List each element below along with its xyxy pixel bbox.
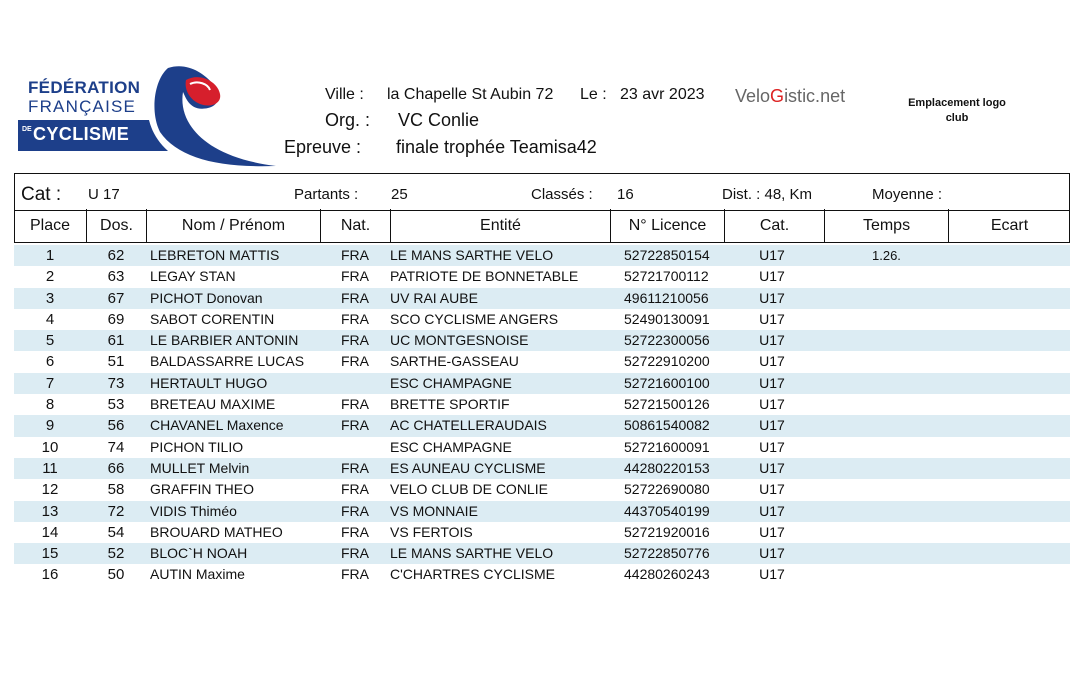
table-row [14,543,1070,564]
cell-nat: FRA [341,247,369,263]
moyenne-label: Moyenne : [872,186,943,203]
cell-cat: U17 [759,332,785,349]
cell-licence: 52722850776 [624,545,710,562]
cell-dos: 54 [107,523,125,541]
table-row [14,564,1070,585]
epreuve-value: finale trophée Teamisa42 [396,137,597,157]
cell-entite: AC CHATELLERAUDAIS [390,417,547,434]
cell-place: 2 [45,268,55,286]
cell-nat: FRA [341,502,369,519]
cell-temps [824,309,998,330]
cell-entite: UC MONTGESNOISE [390,332,529,349]
cell-dos: 56 [107,417,125,435]
column-headers [14,209,1070,243]
cell-dos: 74 [107,438,125,456]
cell-licence: 44280260243 [624,566,710,583]
distance: Dist. : 48, Km [722,186,813,203]
cell-temps [824,373,998,394]
cell-nom: PICHOT Donovan [150,289,263,306]
cell-nom: VIDIS Thiméo [150,502,237,519]
cell-licence: 44370540199 [624,502,710,519]
cell-entite: VS FERTOIS [390,523,473,540]
cell-nat [320,373,390,394]
cell-dos: 53 [107,396,125,414]
cell-cat: U17 [759,289,785,306]
table-row [14,288,1070,309]
cell-temps [824,330,998,351]
cell-temps: 1.26. [872,248,901,263]
cell-nom: MULLET Melvin [150,459,250,476]
cell-cat: U17 [759,459,785,476]
cell-place: 12 [41,481,59,499]
cell-cat: U17 [759,353,785,370]
classes-label: Classés : [531,186,593,203]
cell-dos: 50 [107,566,125,584]
cell-temps [824,522,998,543]
cell-entite: VS MONNAIE [390,502,478,519]
cell-nom: BROUARD MATHEO [150,523,283,540]
cell-cat: U17 [759,417,785,434]
table-row [14,437,1070,458]
cell-place: 10 [41,438,59,456]
cell-nat: FRA [341,545,369,562]
cell-place: 6 [45,353,55,371]
cell-cat: U17 [759,438,785,455]
cell-temps [824,415,998,436]
cell-place: 4 [45,310,55,328]
cell-licence: 49611210056 [624,289,709,306]
table-row [14,394,1070,415]
cell-dos: 51 [107,353,125,371]
cell-licence: 52721600091 [624,438,710,455]
logo-band [18,120,146,151]
cell-nat: FRA [341,523,369,540]
table-row [14,309,1070,330]
cell-temps [824,351,998,372]
cell-licence: 52722300056 [624,332,710,349]
classes-value: 16 [617,186,634,203]
col-header-dos: Dos. [86,209,146,243]
cell-dos: 66 [107,459,125,477]
cell-dos: 52 [107,545,125,563]
cell-nat: FRA [341,332,369,349]
cell-licence: 52721700112 [624,268,709,285]
cat-value: U 17 [88,186,120,203]
cell-nat [320,437,390,458]
table-row [14,351,1070,372]
ville-label: Ville : [325,86,364,103]
cell-place: 16 [41,566,59,584]
ffc-logo [18,62,280,170]
table-row [14,458,1070,479]
col-header-entite: Entité [390,209,610,243]
cell-entite: SCO CYCLISME ANGERS [390,310,559,327]
velogistic-brand [735,86,845,107]
cell-nom: AUTIN Maxime [150,566,245,583]
logo-de: DE [22,126,32,133]
cell-cat: U17 [759,545,785,562]
cell-licence: 52722690080 [624,481,710,498]
cell-entite: C'CHARTRES CYCLISME [390,566,555,583]
col-header-nom: Nom / Prénom [146,209,320,243]
cell-dos: 63 [107,268,125,286]
club-logo-placeholder: Emplacement logo club [908,97,1006,124]
cell-nom: HERTAULT HUGO [150,374,268,391]
cell-temps [824,266,998,287]
partants-label: Partants : [294,186,359,203]
cell-cat: U17 [759,523,785,540]
cell-temps [824,394,998,415]
cell-nom: GRAFFIN THEO [150,481,254,498]
cell-nom: LE BARBIER ANTONIN [150,332,299,349]
table-row [14,266,1070,287]
cell-place: 7 [45,374,55,392]
cell-place: 11 [42,459,58,477]
cell-place: 9 [45,417,55,435]
cell-cat: U17 [759,502,785,519]
cell-nat: FRA [341,459,369,476]
cell-entite: BRETTE SPORTIF [390,396,510,413]
brand-part-g: G [770,86,785,106]
results-table [14,245,1070,586]
cell-entite: VELO CLUB DE CONLIE [390,481,548,498]
cell-licence: 44280220153 [624,459,710,476]
cell-place: 15 [41,545,59,563]
col-header-nat: Nat. [320,209,390,243]
cell-place: 8 [45,396,55,414]
cell-licence: 52721500126 [624,396,710,413]
partants-value: 25 [391,186,408,203]
cell-nat: FRA [341,310,369,327]
cell-temps [824,458,998,479]
cell-nom: BLOC`H NOAH [150,545,248,562]
cell-licence: 52721920016 [624,523,710,540]
cell-nom: SABOT CORENTIN [150,310,275,327]
col-header-ecart: Ecart [948,209,1070,243]
cell-entite: ESC CHAMPAGNE [390,374,512,391]
cell-entite: LE MANS SARTHE VELO [390,545,554,562]
cat-label: Cat : [21,184,62,205]
cell-nat: FRA [341,396,369,413]
cell-dos: 69 [107,310,125,328]
cell-place: 13 [41,502,59,520]
cell-dos: 72 [107,502,125,520]
table-row [14,373,1070,394]
org-label: Org. : [325,110,371,130]
brand-part-b: istic.net [784,86,846,106]
cell-temps [824,501,998,522]
logo-line-francaise: FRANÇAISE [28,97,137,116]
logo-line-federation: FÉDÉRATION [28,78,141,97]
cell-place: 5 [45,332,55,350]
cell-cat: U17 [759,481,785,498]
cell-nat: FRA [341,566,369,583]
epreuve-label: Epreuve : [284,137,362,157]
cell-cat: U17 [759,396,785,413]
table-row [14,501,1070,522]
cell-place: 14 [41,523,59,541]
date-value: 23 avr 2023 [620,86,705,103]
cell-temps [824,564,998,585]
cell-dos: 62 [107,247,125,264]
cell-cat: U17 [759,310,785,327]
table-row [14,330,1070,351]
cell-cat: U17 [759,247,785,263]
cell-licence: 52722850154 [624,247,710,263]
cell-temps [824,437,998,458]
table-row [14,522,1070,543]
col-header-licence: N° Licence [610,209,724,243]
cell-licence: 52722910200 [624,353,710,370]
cell-temps [824,543,998,564]
cell-temps [824,479,998,500]
cell-dos: 73 [107,374,125,392]
cell-nat: FRA [341,417,369,434]
cell-nom: BALDASSARRE LUCAS [150,353,305,370]
table-row [14,245,1070,266]
logo-line-cyclisme: CYCLISME [33,124,130,144]
table-row [14,415,1070,436]
cell-nat: FRA [341,289,369,306]
cell-place: 1 [45,247,55,264]
table-row [14,479,1070,500]
cell-dos: 58 [107,481,125,499]
cell-nat: FRA [341,353,369,370]
cell-entite: ES AUNEAU CYCLISME [390,459,546,476]
cell-nom: LEGAY STAN [150,268,236,285]
cell-dos: 67 [107,289,125,307]
cell-place: 3 [45,289,55,307]
cell-nat: FRA [341,268,369,285]
cell-entite: PATRIOTE DE BONNETABLE [390,268,579,285]
brand-part-a: Velo [735,86,771,106]
cell-cat: U17 [759,374,785,391]
cell-entite: ESC CHAMPAGNE [390,438,512,455]
cell-entite: SARTHE-GASSEAU [390,353,519,370]
cell-entite: LE MANS SARTHE VELO [390,247,554,263]
date-label: Le : [580,86,607,103]
cell-nat: FRA [341,481,369,498]
cell-cat: U17 [759,268,785,285]
cell-nom: CHAVANEL Maxence [150,417,284,434]
cell-licence: 52490130091 [624,310,710,327]
cell-licence: 50861540082 [624,417,710,434]
cell-dos: 61 [107,332,125,350]
cell-licence: 52721600100 [624,374,710,391]
org-value: VC Conlie [398,110,480,130]
cell-nom: BRETEAU MAXIME [150,396,276,413]
cell-entite: UV RAI AUBE [390,289,478,306]
col-header-cat: Cat. [724,209,824,243]
cell-cat: U17 [759,566,785,583]
cell-nom: PICHON TILIO [150,438,244,455]
col-header-place: Place [29,217,71,234]
cell-nom: LEBRETON MATTIS [150,247,280,263]
cell-temps [824,288,998,309]
ville-value: la Chapelle St Aubin 72 [387,86,554,103]
col-header-temps: Temps [824,209,948,243]
